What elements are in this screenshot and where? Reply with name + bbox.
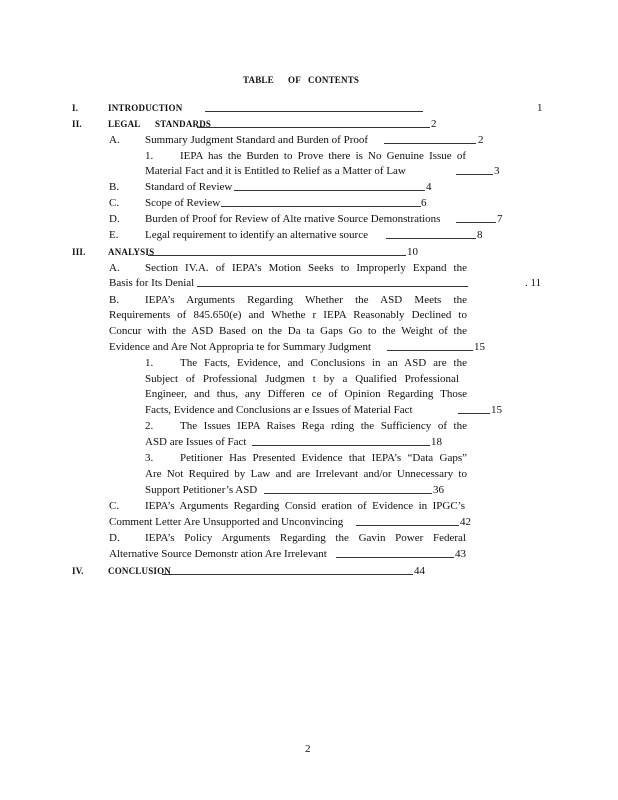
subsection-letter: D. bbox=[109, 213, 120, 225]
item-text-line: Support Petitioner’s ASD bbox=[145, 484, 258, 496]
subsection-title: Summary Judgment Standard and Burden of Proof bbox=[145, 134, 369, 146]
section-title: CONCLUSION bbox=[108, 566, 172, 576]
subsection-title: Burden of Proof for Review of Alte rnative Source Demonstrations bbox=[145, 213, 441, 225]
item-number: 2. bbox=[145, 420, 154, 432]
leader-line bbox=[197, 286, 468, 287]
item-text-line: Facts, Evidence and Conclusions ar e Issues of Material Fact bbox=[145, 404, 413, 416]
leader-line bbox=[386, 238, 476, 239]
page-number: 15 bbox=[491, 404, 502, 416]
subsection-title: Legal requirement to identify an alternative source bbox=[145, 229, 368, 241]
page-number: 3 bbox=[494, 165, 500, 177]
subsection-text-line: Basis for Its Denial bbox=[109, 277, 195, 289]
page-number: 6 bbox=[421, 197, 427, 209]
leader-line bbox=[221, 206, 421, 207]
subsection-letter: B. bbox=[109, 181, 120, 193]
page-number: 42 bbox=[460, 516, 471, 528]
page-number: 1 bbox=[537, 102, 543, 114]
subsection-title: Standard of Review bbox=[145, 181, 233, 193]
leader-line bbox=[387, 350, 473, 351]
item-text-line: Material Fact and it is Entitled to Relief as a Matter of Law bbox=[145, 165, 406, 177]
leader-line bbox=[384, 143, 476, 144]
section-title: ANALYSIS bbox=[108, 247, 155, 257]
subsection-letter: C. bbox=[109, 500, 120, 512]
leader-line bbox=[148, 255, 406, 256]
subsection-letter: E. bbox=[109, 229, 119, 241]
item-text-line: The Facts, Evidence, and Conclusions in an ASD are the bbox=[180, 357, 467, 369]
leader-line bbox=[458, 413, 490, 414]
toc-title-word-3: CONTENTS bbox=[308, 75, 360, 85]
subsection-text-line: Section IV.A. of IEPA’s Motion Seeks to Improperly Expand the bbox=[145, 262, 467, 274]
page-number: 2 bbox=[478, 134, 484, 146]
page-number: 2 bbox=[431, 118, 437, 130]
subsection-letter: C. bbox=[109, 197, 120, 209]
section-number: I. bbox=[72, 103, 79, 113]
leader-line bbox=[234, 190, 425, 191]
leader-line bbox=[205, 111, 423, 112]
subsection-text-line: IEPA’s Arguments Regarding Consid eration of Evidence in IPGC’s bbox=[145, 500, 465, 512]
subsection-title: Scope of Review bbox=[145, 197, 221, 209]
page-number: 36 bbox=[433, 484, 444, 496]
subsection-letter: D. bbox=[109, 532, 120, 544]
toc-title-word-2: OF bbox=[288, 75, 301, 85]
page-number: 43 bbox=[455, 548, 466, 560]
leader-line bbox=[336, 557, 454, 558]
item-text-line: Subject of Professional Judgmen t by a Qualified Professional bbox=[145, 373, 459, 385]
section-number: IV. bbox=[72, 566, 84, 576]
item-text-line: IEPA has the Burden to Prove there is No Genuine Issue of bbox=[180, 150, 466, 162]
subsection-text-line: Comment Letter Are Unsupported and Unconvincing bbox=[109, 516, 344, 528]
page-number: 7 bbox=[497, 213, 503, 225]
leader-line bbox=[252, 445, 430, 446]
page-number: 4 bbox=[426, 181, 432, 193]
leader-line bbox=[162, 574, 413, 575]
leader-line bbox=[264, 493, 432, 494]
leader-line bbox=[197, 127, 430, 128]
subsection-text-line: Concur with the ASD Based on the Da ta Gaps Go to the Weight of the bbox=[109, 325, 467, 337]
section-title-part: STANDARDS bbox=[155, 119, 212, 129]
item-text-line: Are Not Required by Law and are Irrelevant and/or Unnecessary to bbox=[145, 468, 467, 480]
page-number: . 11 bbox=[525, 277, 542, 289]
page-number: 10 bbox=[407, 246, 418, 258]
subsection-letter: A. bbox=[109, 262, 120, 274]
subsection-text-line: IEPA’s Policy Arguments Regarding the Gavin Power Federal bbox=[145, 532, 466, 544]
page-number: 18 bbox=[431, 436, 442, 448]
item-text-line: Engineer, and thus, any Differen ce of Opinion Regarding Those bbox=[145, 388, 467, 400]
page-number: 15 bbox=[474, 341, 485, 353]
leader-line bbox=[356, 525, 459, 526]
item-number: 3. bbox=[145, 452, 154, 464]
item-text-line: ASD are Issues of Fact bbox=[145, 436, 247, 448]
item-number: 1. bbox=[145, 357, 154, 369]
section-title-part: LEGAL bbox=[108, 119, 141, 129]
subsection-text-line: Requirements of 845.650(e) and Whethe r IEPA Reasonably Declined to bbox=[109, 309, 467, 321]
subsection-letter: A. bbox=[109, 134, 120, 146]
item-text-line: The Issues IEPA Raises Rega rding the Sufficiency of the bbox=[180, 420, 467, 432]
toc-title-word-1: TABLE bbox=[243, 75, 274, 85]
item-number: 1. bbox=[145, 150, 154, 162]
section-number: II. bbox=[72, 119, 82, 129]
section-number: III. bbox=[72, 247, 86, 257]
footer-page-number: 2 bbox=[305, 743, 311, 755]
item-text-line: Petitioner Has Presented Evidence that IEPA’s “Data Gaps” bbox=[180, 452, 467, 464]
subsection-text-line: Evidence and Are Not Appropria te for Summary Judgment bbox=[109, 341, 372, 353]
leader-line bbox=[456, 174, 493, 175]
section-title: INTRODUCTION bbox=[108, 103, 183, 113]
page-number: 44 bbox=[414, 565, 425, 577]
subsection-text-line: Alternative Source Demonstr ation Are Irrelevant bbox=[109, 548, 327, 560]
page-number: 8 bbox=[477, 229, 483, 241]
subsection-letter: B. bbox=[109, 294, 120, 306]
subsection-text-line: IEPA’s Arguments Regarding Whether the ASD Meets the bbox=[145, 294, 467, 306]
leader-line bbox=[456, 222, 496, 223]
